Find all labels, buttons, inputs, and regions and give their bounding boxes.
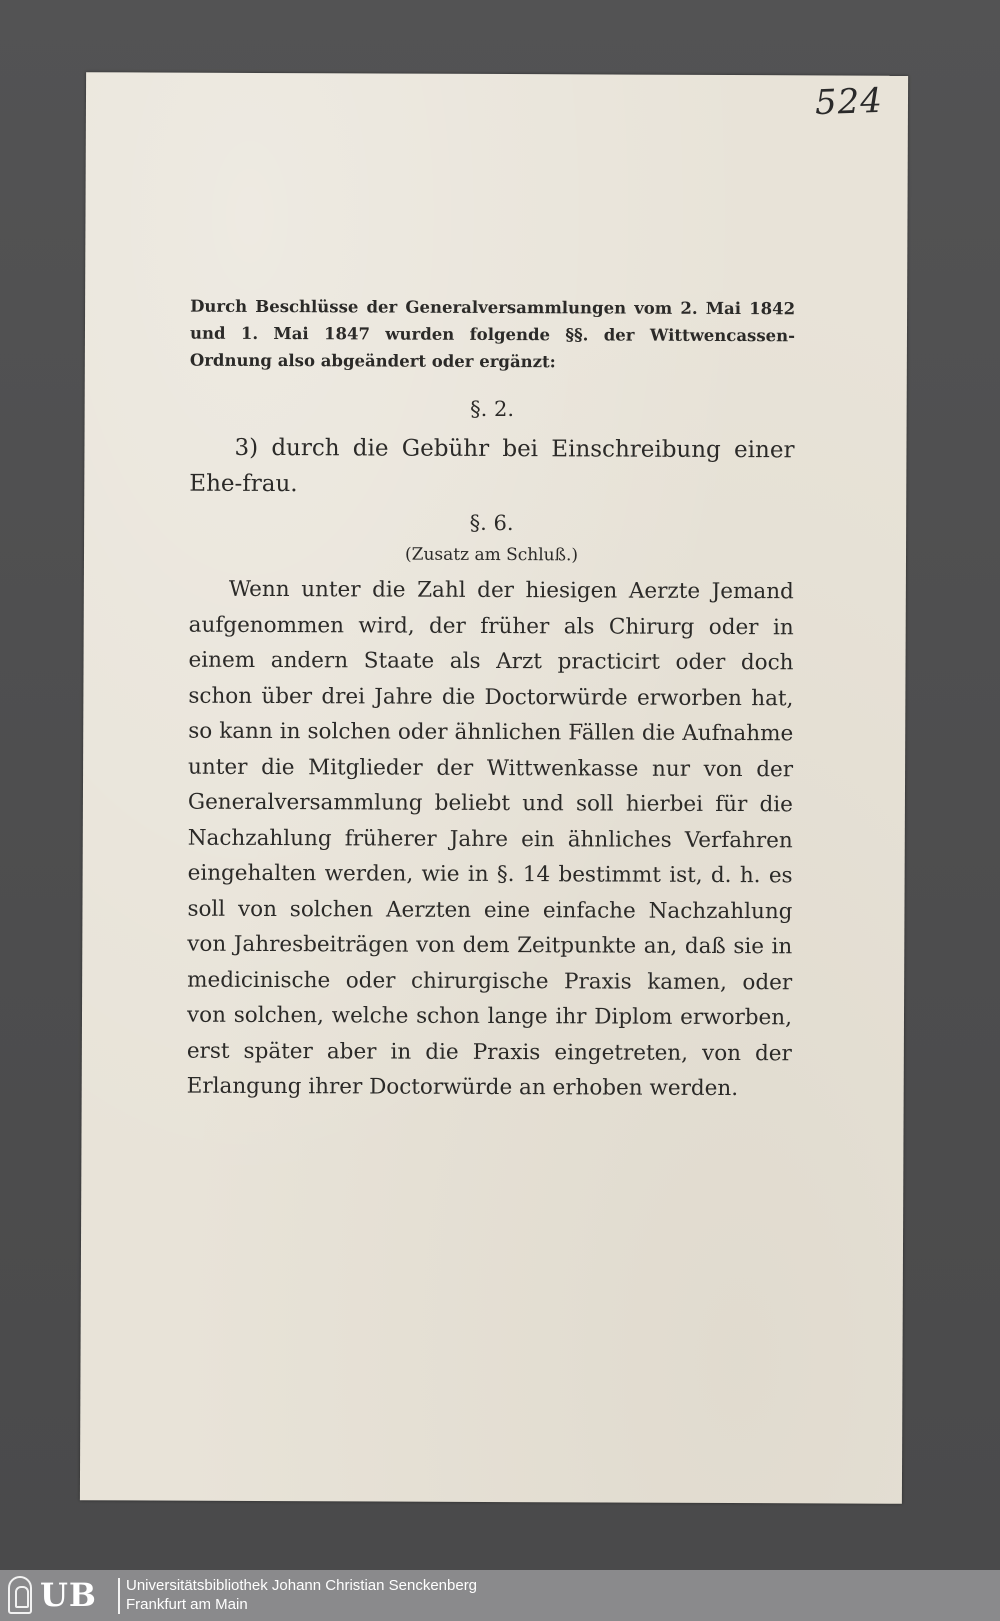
text-block	[187, 293, 796, 1107]
section-2-item: 3) durch die Gebühr bei Einschreibung einer Ehe-frau.	[189, 434, 795, 498]
intro-paragraph: Durch Beschlüsse der Generalversammlungen vom 2. Mai 1842 und 1. Mai 1847 wurden folgende §§. der Wittwencassen-Ordnung also abgeändert oder ergänzt:	[189, 296, 796, 372]
library-logo-text: UB	[40, 1576, 97, 1614]
handwritten-page-number: 524	[814, 80, 884, 124]
document-page	[80, 72, 908, 1504]
institution-name	[126, 1576, 477, 1614]
section-6-note: (Zusatz am Schluß.)	[404, 544, 579, 566]
library-footer	[0, 1570, 1000, 1621]
section-6-body: Wenn unter die Zahl der hiesigen Aerzte Jemand aufgenommen wird, der früher als Chirurg oder in einem andern Staate als Arzt practicirt oder doch schon über drei Jahre die Doctorwürde erworben hat, so kann in solchen oder ähnlichen Fällen die Aufnahme unter die Mitglieder der Wittwenkasse nur von der Generalversammlung beliebt und soll hierbei für die Nachzahlung früherer Jahre ein ähnliches Verfahren eingehalten werden, wie in §. 14 bestimmt ist, d. h. es soll von solchen Aerzten eine einfache Nachzahlung von Jahresbeiträgen von dem Zeitpunkte an, daß sie in medicinische oder chirurgische Praxis kamen, oder von solchen, welche schon lange ihr Diplom erworben, erst später aber in die Praxis eingetreten, von der Erlangung ihrer Doctorwürde an erhoben werden.	[186, 576, 794, 1102]
institution-line-1: Universitätsbibliothek Johann Christian Senckenberg	[126, 1577, 478, 1594]
section-heading-6: §. 6.	[469, 510, 514, 536]
section-heading-2: §. 2.	[470, 396, 515, 422]
institution-line-2: Frankfurt am Main	[126, 1596, 248, 1613]
footer-divider	[118, 1578, 120, 1614]
library-logo-icon	[8, 1576, 32, 1614]
